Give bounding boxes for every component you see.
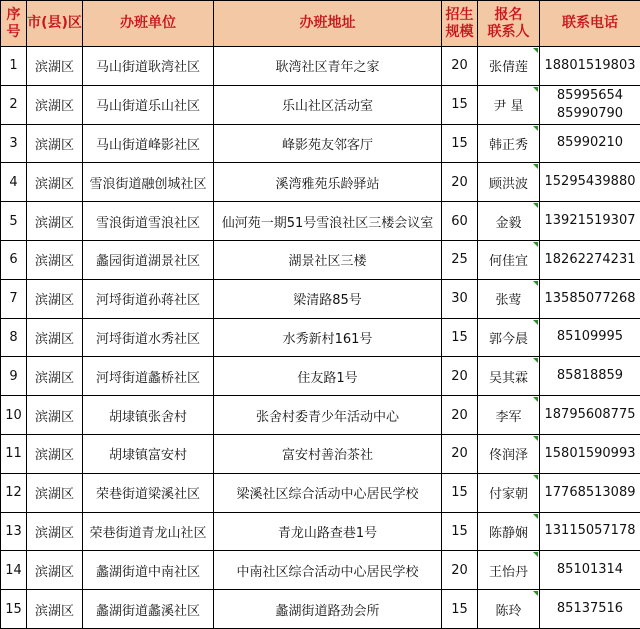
cell-phone: 85137516 bbox=[540, 590, 640, 629]
table-row bbox=[1, 47, 640, 86]
cell-contact: 郭今晨 bbox=[478, 318, 540, 357]
table-row bbox=[1, 473, 640, 512]
cell-address: 蠡湖街道路劲会所 bbox=[214, 590, 442, 629]
cell-address: 青龙山路查巷1号 bbox=[214, 512, 442, 551]
table-row bbox=[1, 551, 640, 590]
cell-scale: 15 bbox=[442, 473, 478, 512]
cell-phone: 15295439880 bbox=[540, 163, 640, 202]
cell-phone: 85995654 85990790 bbox=[540, 85, 640, 124]
cell-unit: 蠡湖街道中南社区 bbox=[83, 551, 214, 590]
cell-county: 滨湖区 bbox=[27, 473, 83, 512]
table-row bbox=[1, 434, 640, 473]
cell-county: 滨湖区 bbox=[27, 357, 83, 396]
cell-contact: 李军 bbox=[478, 396, 540, 435]
cell-marker-icon bbox=[533, 514, 538, 519]
cell-county: 滨湖区 bbox=[27, 551, 83, 590]
cell-contact: 吴其霖 bbox=[478, 357, 540, 396]
cell-phone: 85990210 bbox=[540, 124, 640, 163]
table-row bbox=[1, 163, 640, 202]
cell-marker-icon bbox=[533, 358, 538, 363]
cell-contact: 张倩莲 bbox=[478, 47, 540, 86]
table-row bbox=[1, 590, 640, 629]
cell-marker-icon bbox=[533, 126, 538, 131]
cell-scale: 20 bbox=[442, 434, 478, 473]
table-row bbox=[1, 279, 640, 318]
cell-county: 滨湖区 bbox=[27, 240, 83, 279]
cell-unit: 河埒街道蠡桥社区 bbox=[83, 357, 214, 396]
cell-unit: 荣巷街道梁溪社区 bbox=[83, 473, 214, 512]
cell-marker-icon bbox=[533, 320, 538, 325]
cell-phone: 13115057178 bbox=[540, 512, 640, 551]
cell-county: 滨湖区 bbox=[27, 163, 83, 202]
cell-county: 滨湖区 bbox=[27, 202, 83, 241]
header-scale: 招生 规模 bbox=[442, 1, 478, 47]
cell-unit: 马山街道耿湾社区 bbox=[83, 47, 214, 86]
cell-seq: 7 bbox=[1, 279, 27, 318]
header-unit: 办班单位 bbox=[83, 1, 214, 47]
cell-seq: 8 bbox=[1, 318, 27, 357]
cell-address: 中南社区综合活动中心居民学校 bbox=[214, 551, 442, 590]
cell-scale: 25 bbox=[442, 240, 478, 279]
cell-address: 湖景社区三楼 bbox=[214, 240, 442, 279]
cell-county: 滨湖区 bbox=[27, 47, 83, 86]
header-contact: 报名 联系人 bbox=[478, 1, 540, 47]
cell-unit: 胡埭镇张舍村 bbox=[83, 396, 214, 435]
cell-phone: 15801590993 bbox=[540, 434, 640, 473]
cell-seq: 5 bbox=[1, 202, 27, 241]
cell-seq: 11 bbox=[1, 434, 27, 473]
cell-unit: 河埒街道水秀社区 bbox=[83, 318, 214, 357]
cell-scale: 15 bbox=[442, 318, 478, 357]
cell-marker-icon bbox=[533, 552, 538, 557]
cell-contact: 顾洪波 bbox=[478, 163, 540, 202]
cell-contact: 金毅 bbox=[478, 202, 540, 241]
header-address: 办班地址 bbox=[214, 1, 442, 47]
header-row bbox=[1, 1, 640, 47]
cell-seq: 9 bbox=[1, 357, 27, 396]
cell-seq: 10 bbox=[1, 396, 27, 435]
cell-unit: 雪浪街道融创城社区 bbox=[83, 163, 214, 202]
cell-address: 梁清路85号 bbox=[214, 279, 442, 318]
cell-seq: 6 bbox=[1, 240, 27, 279]
header-county: 市(县)区 bbox=[27, 1, 83, 47]
cell-scale: 15 bbox=[442, 124, 478, 163]
cell-county: 滨湖区 bbox=[27, 124, 83, 163]
cell-phone: 85818859 bbox=[540, 357, 640, 396]
header-seq: 序 号 bbox=[1, 1, 27, 47]
cell-seq: 2 bbox=[1, 85, 27, 124]
cell-county: 滨湖区 bbox=[27, 512, 83, 551]
cell-county: 滨湖区 bbox=[27, 279, 83, 318]
cell-address: 梁溪社区综合活动中心居民学校 bbox=[214, 473, 442, 512]
cell-scale: 30 bbox=[442, 279, 478, 318]
cell-seq: 1 bbox=[1, 47, 27, 86]
cell-county: 滨湖区 bbox=[27, 318, 83, 357]
cell-marker-icon bbox=[533, 436, 538, 441]
cell-marker-icon bbox=[533, 475, 538, 480]
table-row bbox=[1, 318, 640, 357]
cell-contact: 付家朝 bbox=[478, 473, 540, 512]
cell-unit: 河埒街道孙蒋社区 bbox=[83, 279, 214, 318]
cell-seq: 12 bbox=[1, 473, 27, 512]
cell-unit: 胡埭镇富安村 bbox=[83, 434, 214, 473]
cell-seq: 15 bbox=[1, 590, 27, 629]
cell-seq: 14 bbox=[1, 551, 27, 590]
table-body bbox=[1, 47, 640, 629]
cell-phone: 18801519803 bbox=[540, 47, 640, 86]
cell-phone: 85109995 bbox=[540, 318, 640, 357]
table-row bbox=[1, 240, 640, 279]
cell-address: 张舍村委青少年活动中心 bbox=[214, 396, 442, 435]
cell-county: 滨湖区 bbox=[27, 434, 83, 473]
cell-contact: 王怡丹 bbox=[478, 551, 540, 590]
table-row bbox=[1, 124, 640, 163]
table-row bbox=[1, 202, 640, 241]
cell-address: 住友路1号 bbox=[214, 357, 442, 396]
cell-marker-icon bbox=[533, 48, 538, 53]
cell-phone: 18795608775 bbox=[540, 396, 640, 435]
table-row bbox=[1, 396, 640, 435]
cell-unit: 马山街道乐山社区 bbox=[83, 85, 214, 124]
cell-contact: 张莺 bbox=[478, 279, 540, 318]
cell-seq: 13 bbox=[1, 512, 27, 551]
table-row bbox=[1, 512, 640, 551]
cell-scale: 20 bbox=[442, 47, 478, 86]
cell-marker-icon bbox=[533, 242, 538, 247]
cell-seq: 4 bbox=[1, 163, 27, 202]
cell-address: 乐山社区活动室 bbox=[214, 85, 442, 124]
cell-address: 富安村善治茶社 bbox=[214, 434, 442, 473]
cell-marker-icon bbox=[533, 203, 538, 208]
cell-unit: 马山街道峰影社区 bbox=[83, 124, 214, 163]
cell-contact: 何佳宜 bbox=[478, 240, 540, 279]
cell-marker-icon bbox=[533, 87, 538, 92]
table-row bbox=[1, 357, 640, 396]
cell-contact: 韩正秀 bbox=[478, 124, 540, 163]
cell-address: 仙河苑一期51号雪浪社区三楼会议室 bbox=[214, 202, 442, 241]
cell-phone: 85101314 bbox=[540, 551, 640, 590]
cell-scale: 20 bbox=[442, 163, 478, 202]
cell-marker-icon bbox=[533, 591, 538, 596]
cell-contact: 陈玲 bbox=[478, 590, 540, 629]
cell-unit: 蠡园街道湖景社区 bbox=[83, 240, 214, 279]
cell-county: 滨湖区 bbox=[27, 396, 83, 435]
cell-unit: 雪浪街道雪浪社区 bbox=[83, 202, 214, 241]
cell-marker-icon bbox=[533, 281, 538, 286]
cell-phone: 13921519307 bbox=[540, 202, 640, 241]
cell-scale: 20 bbox=[442, 551, 478, 590]
cell-scale: 15 bbox=[442, 512, 478, 551]
cell-unit: 荣巷街道青龙山社区 bbox=[83, 512, 214, 551]
cell-scale: 15 bbox=[442, 85, 478, 124]
cell-contact: 佟润泽 bbox=[478, 434, 540, 473]
cell-address: 水秀新村161号 bbox=[214, 318, 442, 357]
cell-address: 溪湾雅苑乐龄驿站 bbox=[214, 163, 442, 202]
cell-phone: 18262274231 bbox=[540, 240, 640, 279]
cell-phone: 17768513089 bbox=[540, 473, 640, 512]
cell-marker-icon bbox=[533, 164, 538, 169]
cell-unit: 蠡湖街道蠡溪社区 bbox=[83, 590, 214, 629]
cell-scale: 20 bbox=[442, 396, 478, 435]
cell-marker-icon bbox=[533, 397, 538, 402]
cell-address: 峰影苑友邻客厅 bbox=[214, 124, 442, 163]
cell-scale: 20 bbox=[442, 357, 478, 396]
cell-contact: 陈静娴 bbox=[478, 512, 540, 551]
cell-scale: 60 bbox=[442, 202, 478, 241]
cell-phone: 13585077268 bbox=[540, 279, 640, 318]
table-row bbox=[1, 85, 640, 124]
cell-contact: 尹 星 bbox=[478, 85, 540, 124]
cell-address: 耿湾社区青年之家 bbox=[214, 47, 442, 86]
cell-county: 滨湖区 bbox=[27, 590, 83, 629]
header-phone: 联系电话 bbox=[540, 1, 640, 47]
cell-scale: 15 bbox=[442, 590, 478, 629]
cell-county: 滨湖区 bbox=[27, 85, 83, 124]
cell-seq: 3 bbox=[1, 124, 27, 163]
